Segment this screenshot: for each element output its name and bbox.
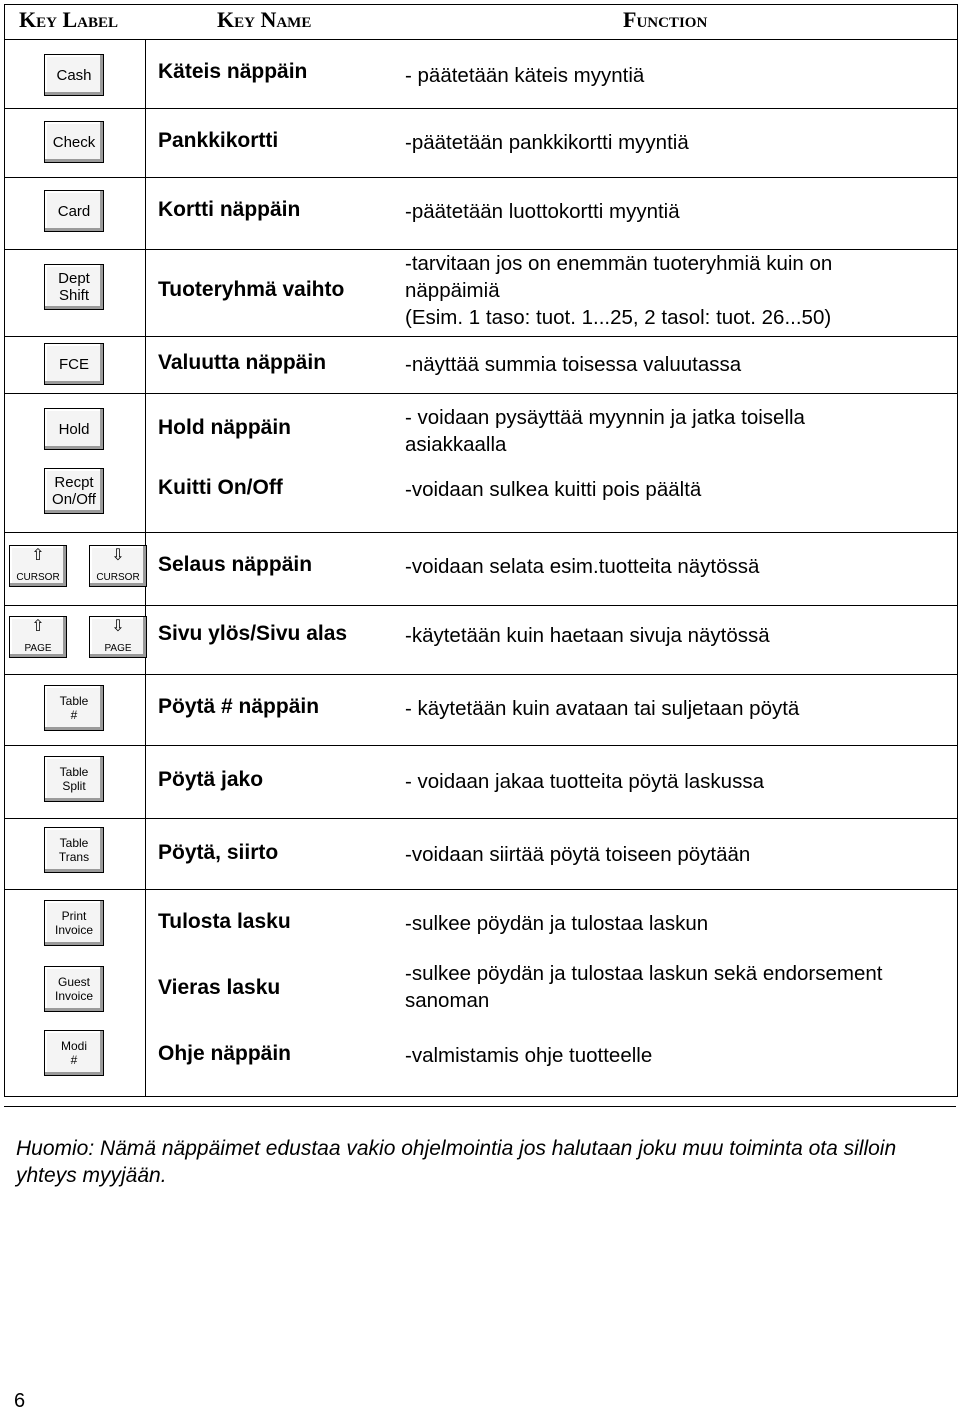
table-transfer-key-icon: Table Trans (44, 827, 104, 873)
key-function: -voidaan sulkea kuitti pois päältä (405, 478, 702, 501)
page-down-key-icon: ⇩ PAGE (89, 616, 147, 658)
table-number-key-icon: Table # (44, 685, 104, 731)
table-row (5, 533, 957, 606)
key-function: - päätetään käteis myyntiä (405, 64, 645, 87)
table-row (5, 464, 957, 533)
key-cell (5, 1024, 146, 1096)
key-name: Kortti näppäin (158, 198, 301, 221)
page-number: 6 (14, 1390, 26, 1412)
key-function: -näyttää summia toisessa valuutassa (405, 353, 742, 376)
key-cell (5, 533, 146, 605)
cursor-down-key-icon: ⇩ CURSOR (89, 545, 147, 587)
arrow-down-icon: ⇩ (111, 618, 125, 635)
key-name: Selaus näppäin (158, 553, 313, 576)
key-cell (5, 819, 146, 889)
arrow-down-icon: ⇩ (111, 547, 125, 564)
key-function: -sulkee pöydän ja tulostaa laskun sekä endorsement sanoman (405, 962, 883, 1012)
key-cell (5, 890, 146, 956)
header-key-label: Key Label (19, 7, 118, 32)
key-name: Hold näppäin (158, 416, 291, 439)
page-up-key-icon: ⇧ PAGE (9, 616, 67, 658)
table-row (5, 394, 957, 464)
table-row (5, 178, 957, 250)
fce-key-icon: FCE (44, 343, 104, 385)
cash-key-icon: Cash (44, 54, 104, 96)
receipt-on-off-key-icon: Recpt On/Off (44, 468, 104, 514)
table-row (5, 675, 957, 746)
header-function: Function (623, 7, 708, 32)
key-cell (5, 394, 146, 464)
key-cell (5, 606, 146, 674)
table-row (5, 337, 957, 394)
key-function: -tarvitaan jos on enemmän tuoteryhmiä kuin on näppäimiä (Esim. 1 taso: tuot. 1...25, 2 tasol: tuot. 26...50) (405, 252, 833, 329)
key-function: -päätetään luottokortti myyntiä (405, 200, 680, 223)
key-name: Kuitti On/Off (158, 476, 283, 499)
cursor-up-key-icon: ⇧ CURSOR (9, 545, 67, 587)
key-function: -voidaan selata esim.tuotteita näytössä (405, 555, 760, 578)
key-function: -päätetään pankkikortti myyntiä (405, 131, 689, 154)
table-header (5, 5, 957, 40)
key-table (4, 4, 958, 1097)
hold-key-icon: Hold (44, 408, 104, 450)
card-key-icon: Card (44, 190, 104, 232)
key-function: - käytetään kuin avataan tai suljetaan pöytä (405, 697, 800, 720)
table-row (5, 250, 957, 337)
key-name: Pöytä # näppäin (158, 695, 320, 718)
arrow-up-icon: ⇧ (31, 618, 45, 635)
guest-invoice-key-icon: Guest Invoice (44, 966, 104, 1012)
key-cell (5, 40, 146, 108)
key-cell (5, 956, 146, 1024)
key-name: Pankkikortti (158, 129, 279, 152)
key-function: - voidaan jakaa tuotteita pöytä laskussa (405, 770, 764, 793)
table-split-key-icon: Table Split (44, 756, 104, 802)
header-key-name: Key Name (217, 7, 312, 32)
key-function: -sulkee pöydän ja tulostaa laskun (405, 912, 709, 935)
key-name: Ohje näppäin (158, 1042, 292, 1065)
key-name: Valuutta näppäin (158, 351, 327, 374)
table-row (5, 890, 957, 956)
table-row (5, 606, 957, 675)
key-function: - voidaan pysäyttää myynnin ja jatka toisella asiakkaalla (405, 406, 805, 456)
key-name: Tuoteryhmä vaihto (158, 278, 345, 301)
key-cell (5, 178, 146, 249)
dept-shift-key-icon: Dept Shift (44, 264, 104, 310)
table-row (5, 1024, 957, 1097)
key-name: Vieras lasku (158, 976, 281, 999)
arrow-up-icon: ⇧ (31, 547, 45, 564)
key-name: Tulosta lasku (158, 910, 291, 933)
key-cell (5, 109, 146, 177)
table-row (5, 109, 957, 178)
key-function: -valmistamis ohje tuotteelle (405, 1044, 653, 1067)
check-key-icon: Check (44, 121, 104, 163)
footnote: Huomio: Nämä näppäimet edustaa vakio ohjelmointia jos halutaan joku muu toiminta ota silloin yhteys myyjään. (4, 1106, 956, 1189)
key-name: Sivu ylös/Sivu alas (158, 622, 348, 645)
table-row (5, 746, 957, 819)
key-name: Pöytä, siirto (158, 841, 279, 864)
key-function: -käytetään kuin haetaan sivuja näytössä (405, 624, 770, 647)
key-cell (5, 250, 146, 336)
modifier-key-icon: Modi # (44, 1030, 104, 1076)
print-invoice-key-icon: Print Invoice (44, 900, 104, 946)
key-name: Käteis näppäin (158, 60, 308, 83)
key-cell (5, 464, 146, 532)
key-cell (5, 746, 146, 818)
key-function: -voidaan siirtää pöytä toiseen pöytään (405, 843, 751, 866)
table-row (5, 819, 957, 890)
table-row (5, 40, 957, 109)
key-cell (5, 337, 146, 393)
key-name: Pöytä jako (158, 768, 264, 791)
key-cell (5, 675, 146, 745)
table-row (5, 956, 957, 1024)
